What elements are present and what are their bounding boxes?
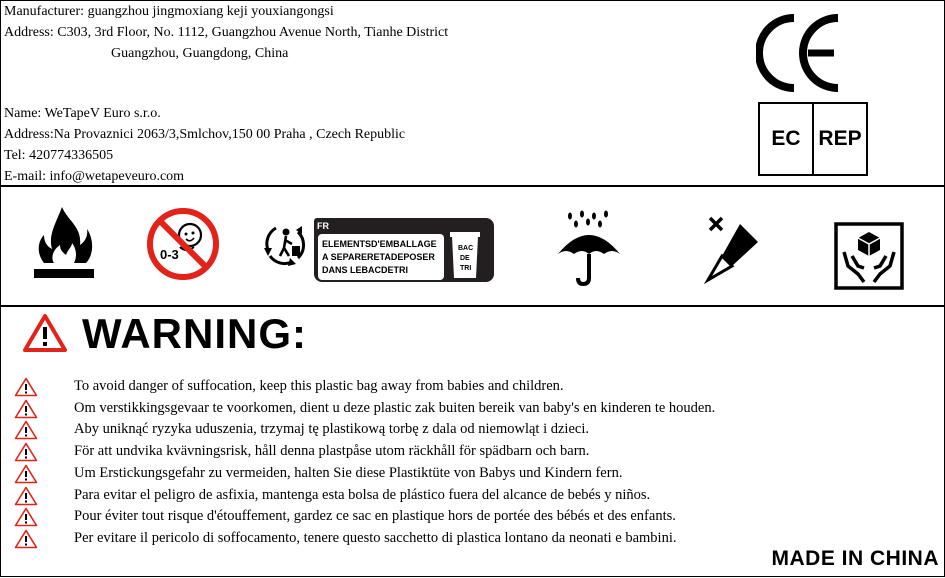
bac-label-3: TRI [460, 265, 472, 272]
warning-row [0, 505, 800, 527]
ce-mark-icon [756, 12, 846, 94]
keep-dry-icon [556, 210, 622, 286]
warning-row [0, 397, 800, 419]
warning-triangle-icon [22, 313, 68, 353]
small-warning-icon [14, 377, 38, 397]
warning-row [0, 527, 800, 549]
warning-text: Per evitare il pericolo di soffocamento, tenere questo sacchetto di plastica lontano da neonati e bambini. [74, 530, 677, 546]
ec-rep-box [758, 102, 868, 176]
small-warning-icon [14, 442, 38, 462]
warning-text: Aby uniknąć ryzyka uduszenia, trzymaj tę plastikową torbę z dala od niemowląt i dzieci. [74, 421, 589, 437]
warning-row [0, 440, 800, 462]
divider-middle [0, 305, 945, 307]
divider-top [0, 185, 945, 187]
no-knife-icon [700, 214, 764, 284]
manufacturer-city: Guangzhou, Guangdong, China [111, 46, 289, 61]
age-warning-label: 0-3 [160, 247, 179, 262]
triman-line-3: DANS LEBACDETRI [322, 265, 409, 275]
no-children-under-3-icon [146, 207, 220, 281]
warning-text: För att undvika kvävningsrisk, håll denna plastpåse utom räckhåll för spädbarn och barn. [74, 443, 590, 459]
small-warning-icon [14, 507, 38, 527]
rep-tel: Tel: 420774336505 [4, 148, 114, 163]
ec-rep-right: REP [812, 104, 866, 174]
warning-text: Um Erstickungsgefahr zu vermeiden, halten Sie diese Plastiktüte von Babys und Kindern fern. [74, 465, 623, 481]
bac-label-2: DE [460, 255, 470, 262]
warning-row [0, 484, 800, 506]
small-warning-icon [14, 464, 38, 484]
triman-line-1: ELEMENTSD'EMBALLAGE [322, 239, 437, 249]
warning-row [0, 375, 800, 397]
flammable-icon [32, 203, 96, 281]
triman-recycle-icon [262, 222, 310, 266]
warning-text: Pour éviter tout risque d'étouffement, gardez ce sac en plastique hors de portée des bébés et des enfants. [74, 508, 676, 524]
triman-info-graphic [314, 214, 496, 284]
triman-country: FR [317, 221, 329, 231]
rep-email: E-mail: info@wetapeveuro.com [4, 169, 185, 184]
small-warning-icon [14, 420, 38, 440]
small-warning-icon [14, 486, 38, 506]
manufacturer-name: Manufacturer: guangzhou jingmoxiang keji youxiangongsi [4, 4, 334, 19]
rep-address: Address:Na Provaznici 2063/3,Smlchov,150 00 Praha , Czech Republic [4, 127, 406, 142]
ec-rep-left: EC [771, 127, 801, 150]
small-warning-icon [14, 529, 38, 549]
made-in-label: MADE IN CHINA [771, 547, 939, 570]
triman-line-2: A SEPARERETADEPOSER [322, 252, 435, 262]
warning-row [0, 462, 800, 484]
warning-text: Om verstikkingsgevaar te voorkomen, dient u deze plastic zak buiten bereik van baby's en kinderen te houden. [74, 400, 716, 416]
small-warning-icon [14, 399, 38, 419]
bac-label-1: BAC [458, 245, 474, 252]
warning-row [0, 418, 800, 440]
warning-title: WARNING: [82, 310, 307, 357]
warning-text: To avoid danger of suffocation, keep this plastic bag away from babies and children. [74, 378, 564, 394]
warning-text: Para evitar el peligro de asfixia, mantenga esta bolsa de plástico fuera del alcance de bebés y niños. [74, 487, 651, 503]
rep-name: Name: WeTapeV Euro s.r.o. [4, 106, 161, 121]
manufacturer-address: Address: C303, 3rd Floor, No. 1112, Guangzhou Avenue North, Tianhe District [4, 25, 449, 40]
handle-with-care-icon [834, 222, 904, 290]
